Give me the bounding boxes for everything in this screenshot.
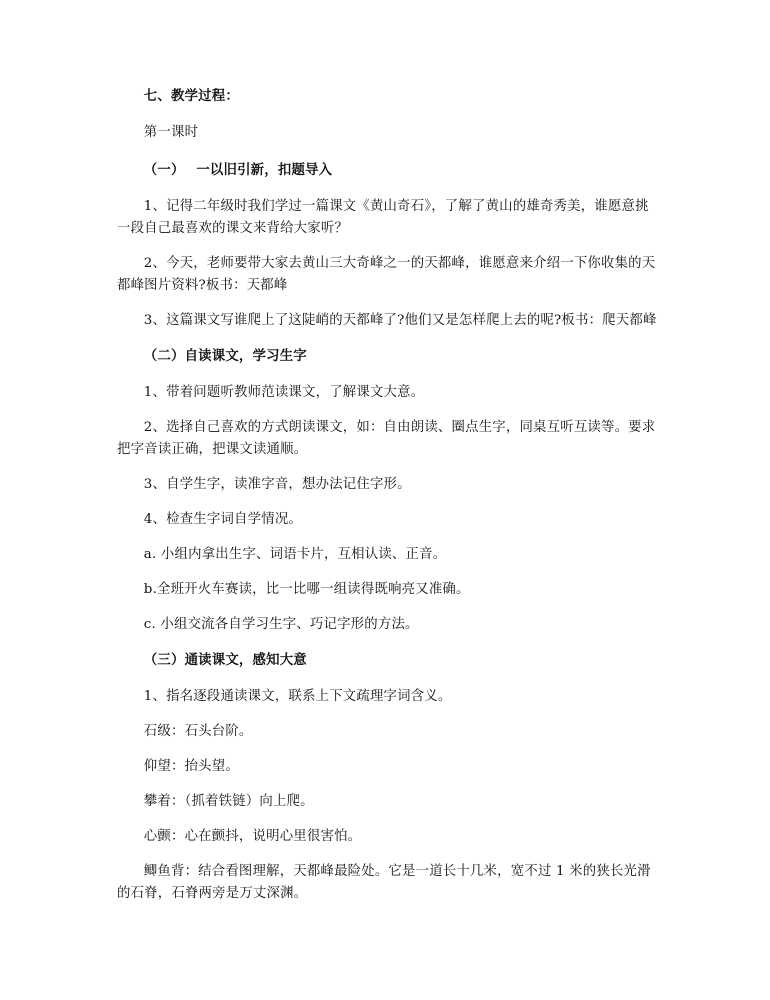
part3-paragraph-1: 1、指名逐段通读课文，联系上下文疏理字词含义。: [143, 689, 452, 704]
lesson-label: 第一课时: [143, 125, 199, 140]
part2-item-a: a. 小组内拿出生字、词语卡片，互相认读、正音。: [143, 547, 447, 562]
part1-paragraph-3: 3、这篇课文写谁爬上了这陡峭的天都峰了?他们又是怎样爬上去的呢?板书：爬天都峰: [143, 313, 657, 328]
part2-paragraph-4: 4、检查生字词自学情况。: [143, 512, 303, 527]
part2-paragraph-1: 1、带着问题听教师范读课文，了解课文大意。: [143, 385, 425, 400]
part2-item-b: b.全班开火车赛读，比一比哪一组读得既响亮又准确。: [143, 582, 470, 597]
document-page: [117, 85, 657, 918]
word-definition-2: 仰望：抬头望。: [143, 759, 239, 774]
word-definition-3: 攀着：（抓着铁链）向上爬。: [143, 794, 314, 809]
part3-heading: （三）通读课文，感知大意: [143, 652, 307, 668]
part1-heading: （一） 一以旧引新，扣题导入: [143, 162, 333, 178]
word-definition-4: 心颤：心在颤抖，说明心里很害怕。: [143, 829, 362, 844]
part1-paragraph-2: 2、今天，老师要带大家去黄山三大奇峰之一的天都峰，谁愿意来介绍一下你收集的天都峰图片资料?板书：天都峰: [117, 256, 656, 293]
part2-paragraph-2: 2、选择自己喜欢的方式朗读课文，如：自由朗读、圈点生字，同桌互听互读等。要求把字音读正确，把课文读通顺。: [117, 420, 656, 457]
part2-item-c: c. 小组交流各自学习生字、巧记字形的方法。: [143, 617, 419, 632]
part2-heading: （二）自读课文，学习生字: [143, 348, 307, 364]
word-definition-1: 石级：石头台阶。: [143, 724, 253, 739]
part1-paragraph-1: 1、记得二年级时我们学过一篇课文《黄山奇石》，了解了黄山的雄奇秀美，谁愿意挑一段自己最喜欢的课文来背给大家听？: [117, 199, 649, 236]
part2-paragraph-3: 3、自学生字，读准字音，想办法记住字形。: [143, 477, 411, 492]
word-definition-5: 鲫鱼背：结合看图理解，天都峰最险处。它是一道长十几米，宽不过 1 米的狭长光滑的石脊，石脊两旁是万丈深渊。: [117, 864, 651, 901]
section-title: 七、教学过程：: [143, 88, 239, 104]
